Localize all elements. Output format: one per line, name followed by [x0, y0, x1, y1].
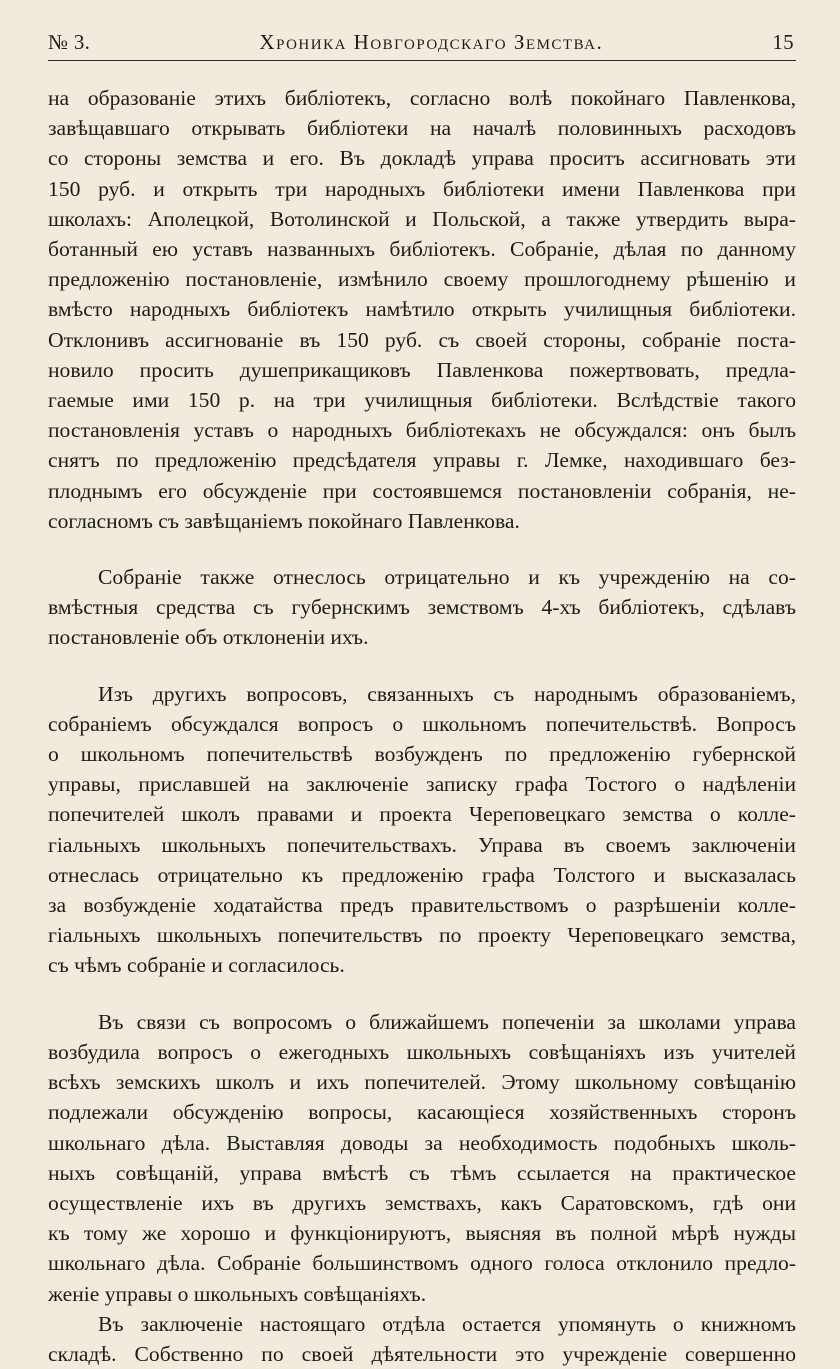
text-line: Отклонивъ ассигнованіе въ 150 руб. съ своей стороны, собраніе поста-	[48, 327, 796, 352]
text-line: гаемые ими 150 р. на три училищныя библіотеки. Вслѣдствіе такого	[48, 388, 796, 413]
text-line: собраніемъ обсуждался вопросъ о школьномъ попечительствѣ. Вопросъ	[48, 711, 796, 736]
paragraph-gap	[48, 536, 796, 562]
body-text	[48, 83, 796, 1369]
text-line: согласномъ съ завѣщаніемъ покойнаго Павленкова.	[48, 508, 520, 533]
text-line: снятъ по предложенію предсѣдателя управы г. Лемке, находившаго без-	[48, 448, 796, 473]
running-title: Хроника Новгородскаго Земства.	[259, 30, 604, 54]
text-line: вмѣстныя средства съ губернскимъ земствомъ 4-хъ библіотекъ, сдѣлавъ	[48, 595, 796, 620]
text-line: на образованіе этихъ библіотекъ, согласно волѣ покойнаго Павленкова,	[48, 86, 796, 110]
paragraph	[48, 83, 796, 536]
paragraph	[48, 1007, 796, 1309]
text-line: школахъ: Аполецкой, Вотолинской и Польской, а также утвердить выра-	[48, 206, 796, 231]
text-line: всѣхъ земскихъ школъ и ихъ попечителей. Этому школьному совѣщанію	[48, 1070, 796, 1095]
paragraph-gap	[48, 981, 796, 1007]
text-line: ботанный ею уставъ названныхъ библіотекъ. Собраніе, дѣлая по данному	[48, 237, 796, 262]
page-number: 15	[772, 30, 794, 54]
text-line: постановленіе объ отклоненіи ихъ.	[48, 625, 369, 650]
text-line: возбудила вопросъ о ежегодныхъ школьныхъ совѣщаніяхъ изъ учителей	[48, 1039, 796, 1064]
text-line: съ чѣмъ собраніе и согласилось.	[48, 953, 345, 978]
text-line: Изъ другихъ вопросовъ, связанныхъ съ народнымъ образованіемъ,	[98, 681, 796, 706]
text-line: новило просить душеприкащиковъ Павленкова пожертвовать, предла-	[48, 357, 796, 382]
text-line: осуществленіе ихъ въ другихъ земствахъ, какъ Саратовскомъ, гдѣ они	[48, 1190, 796, 1215]
text-line: Собраніе также отнеслось отрицательно и къ учрежденію на со-	[98, 565, 796, 590]
text-line: гіальныхъ школьныхъ попечительствахъ. Управа въ своемъ заключеніи	[48, 832, 796, 857]
paragraph-gap	[48, 653, 796, 679]
text-line: со стороны земства и его. Въ докладѣ управа проситъ ассигновать эти	[48, 146, 796, 171]
paragraph	[48, 562, 796, 653]
text-line: гіальныхъ школьныхъ попечительствъ по проекту Череповецкаго земства,	[48, 923, 796, 948]
running-header	[48, 30, 796, 61]
text-line: о школьномъ попечительствѣ возбужденъ по предложенію губернской	[48, 742, 796, 767]
text-line: завѣщавшаго открывать библіотеки на началѣ половинныхъ расходовъ	[48, 116, 796, 141]
text-line: постановленія уставъ о народныхъ библіотекахъ не обсуждался: онъ былъ	[48, 418, 796, 443]
text-line: управы, приславшей на заключеніе записку графа Тостого о надѣленіи	[48, 772, 796, 797]
text-line: школьнаго дѣла. Собраніе большинствомъ одного голоса отклонило предло-	[48, 1251, 796, 1276]
text-line: складѣ. Собственно по своей дѣятельности это учрежденіе совершенно	[48, 1341, 796, 1366]
text-line: вмѣсто народныхъ библіотекъ намѣтило открыть училищныя библіотеки.	[48, 297, 796, 322]
text-line: плоднымъ его обсужденіе при состоявшемся постановленіи собранія, не-	[48, 478, 796, 503]
text-line: ныхъ совѣщаній, управа вмѣстѣ съ тѣмъ ссылается на практическое	[48, 1160, 796, 1185]
text-line: Въ заключеніе настоящаго отдѣла остается упомянуть о книжномъ	[98, 1311, 796, 1336]
text-line: женіе управы о школьныхъ совѣщаніяхъ.	[48, 1281, 427, 1306]
issue-number: № 3.	[48, 30, 91, 54]
text-line: 150 руб. и открыть три народныхъ библіотеки имени Павленкова при	[48, 176, 796, 201]
text-line: Въ связи съ вопросомъ о ближайшемъ попеченіи за школами управа	[98, 1009, 796, 1034]
text-line: предложенію постановленіе, измѣнило своему прошлогоднему рѣшенію и	[48, 267, 796, 292]
text-line: школьнаго дѣла. Выставляя доводы за необходимость подобныхъ школь-	[48, 1130, 796, 1155]
text-line: отнеслась отрицательно къ предложенію графа Толстого и высказалась	[48, 862, 796, 887]
text-line: подлежали обсужденію вопросы, касающіеся хозяйственныхъ сторонъ	[48, 1100, 796, 1125]
text-line: за возбужденіе ходатайства предъ правительствомъ о разрѣшеніи колле-	[48, 893, 796, 918]
paragraph	[48, 1309, 796, 1369]
text-line: къ тому же хорошо и функціонируютъ, выясняя въ полной мѣрѣ нужды	[48, 1221, 796, 1246]
text-line: попечителей школъ правами и проекта Череповецкаго земства о колле-	[48, 802, 796, 827]
paragraph	[48, 679, 796, 981]
